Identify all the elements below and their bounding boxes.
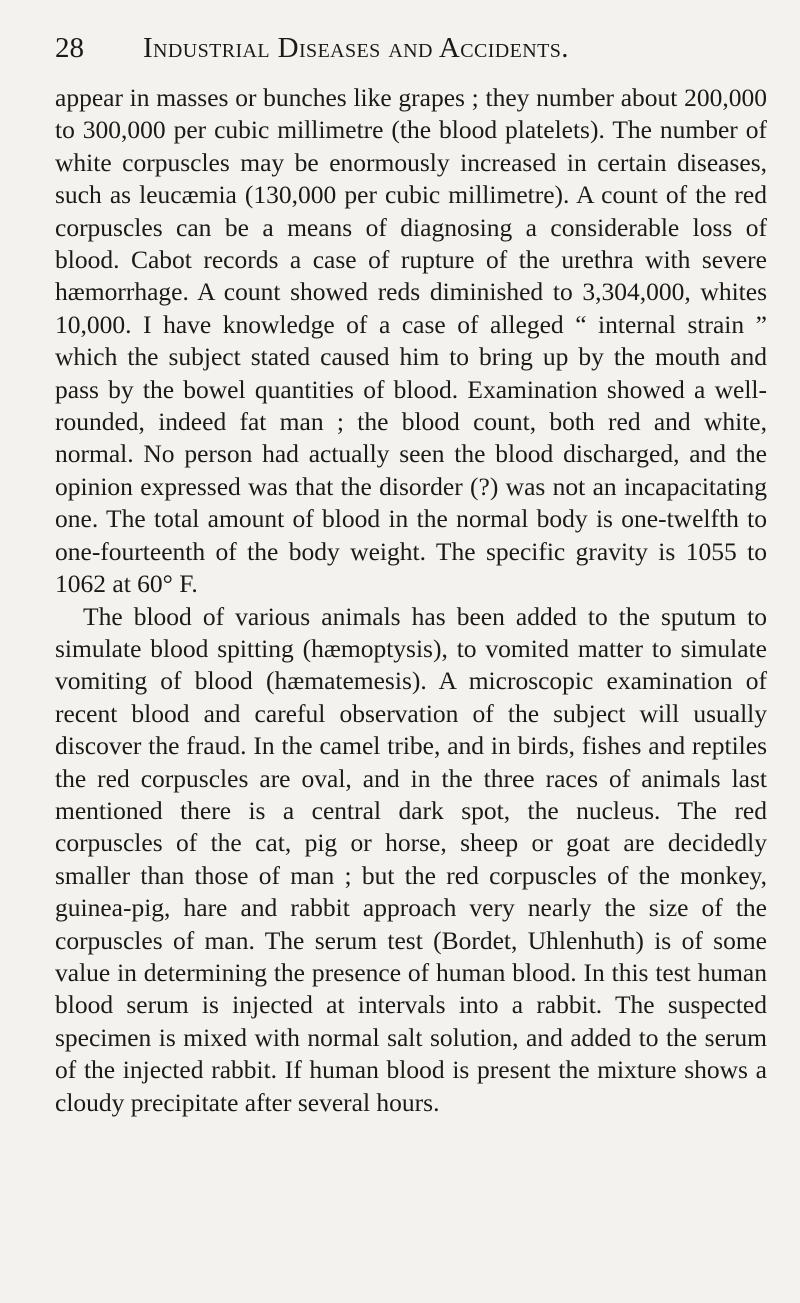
page-number: 28	[55, 32, 84, 64]
body-text	[55, 82, 767, 1119]
page-header	[55, 28, 755, 68]
paragraph-animal-blood: The blood of various animals has been added to the sputum to simulate blood spitting (hæmoptysis), to vomited matter to simulate vomiting of blood (hæmatemesis). A microscopic examination of recent blood and careful observation of the subject will usually discover the fraud. In the camel tribe, and in birds, fishes and reptiles the red corpuscles are oval, and in the three races of animals last mentioned there is a central dark spot, the nucleus. The red corpuscles of the cat, pig or horse, sheep or goat are decidedly smaller than those of man ; but the red corpuscles of the monkey, guinea-pig, hare and rabbit approach very nearly the size of the corpuscles of man. The serum test (Bordet, Uhlenhuth) is of some value in determining the presence of human blood. In this test human blood serum is injected at intervals into a rabbit. The suspected specimen is mixed with normal salt solution, and added to the serum of the injected rabbit. If human blood is present the mixture shows a cloudy precipitate after several hours.	[55, 601, 767, 1117]
paragraph-continuation: appear in masses or bunches like grapes ; they number about 200,000 to 300,000 per cubic millimetre (the blood platelets). The number of white corpuscles may be enormously increased in certain diseases, such as leucæmia (130,000 per cubic millimetre). A count of the red corpuscles can be a means of diagnosing a considerable loss of blood. Cabot records a case of rupture of the urethra with severe hæmorrhage. A count showed reds diminished to 3,304,000, whites 10,000. I have knowledge of a case of alleged “ internal strain ” which the subject stated caused him to bring up by the mouth and pass by the bowel quantities of blood. Examination showed a well-rounded, indeed fat man ; the blood count, both red and white, normal. No person had actually seen the blood discharged, and the opinion expressed was that the disorder (?) was not an incapacitating one. The total amount of blood in the normal body is one-twelfth to one-fourteenth of the body weight. The specific gravity is 1055 to 1062 at 60° F.	[55, 83, 767, 599]
running-title: Industrial Diseases and Accidents.	[143, 32, 569, 64]
